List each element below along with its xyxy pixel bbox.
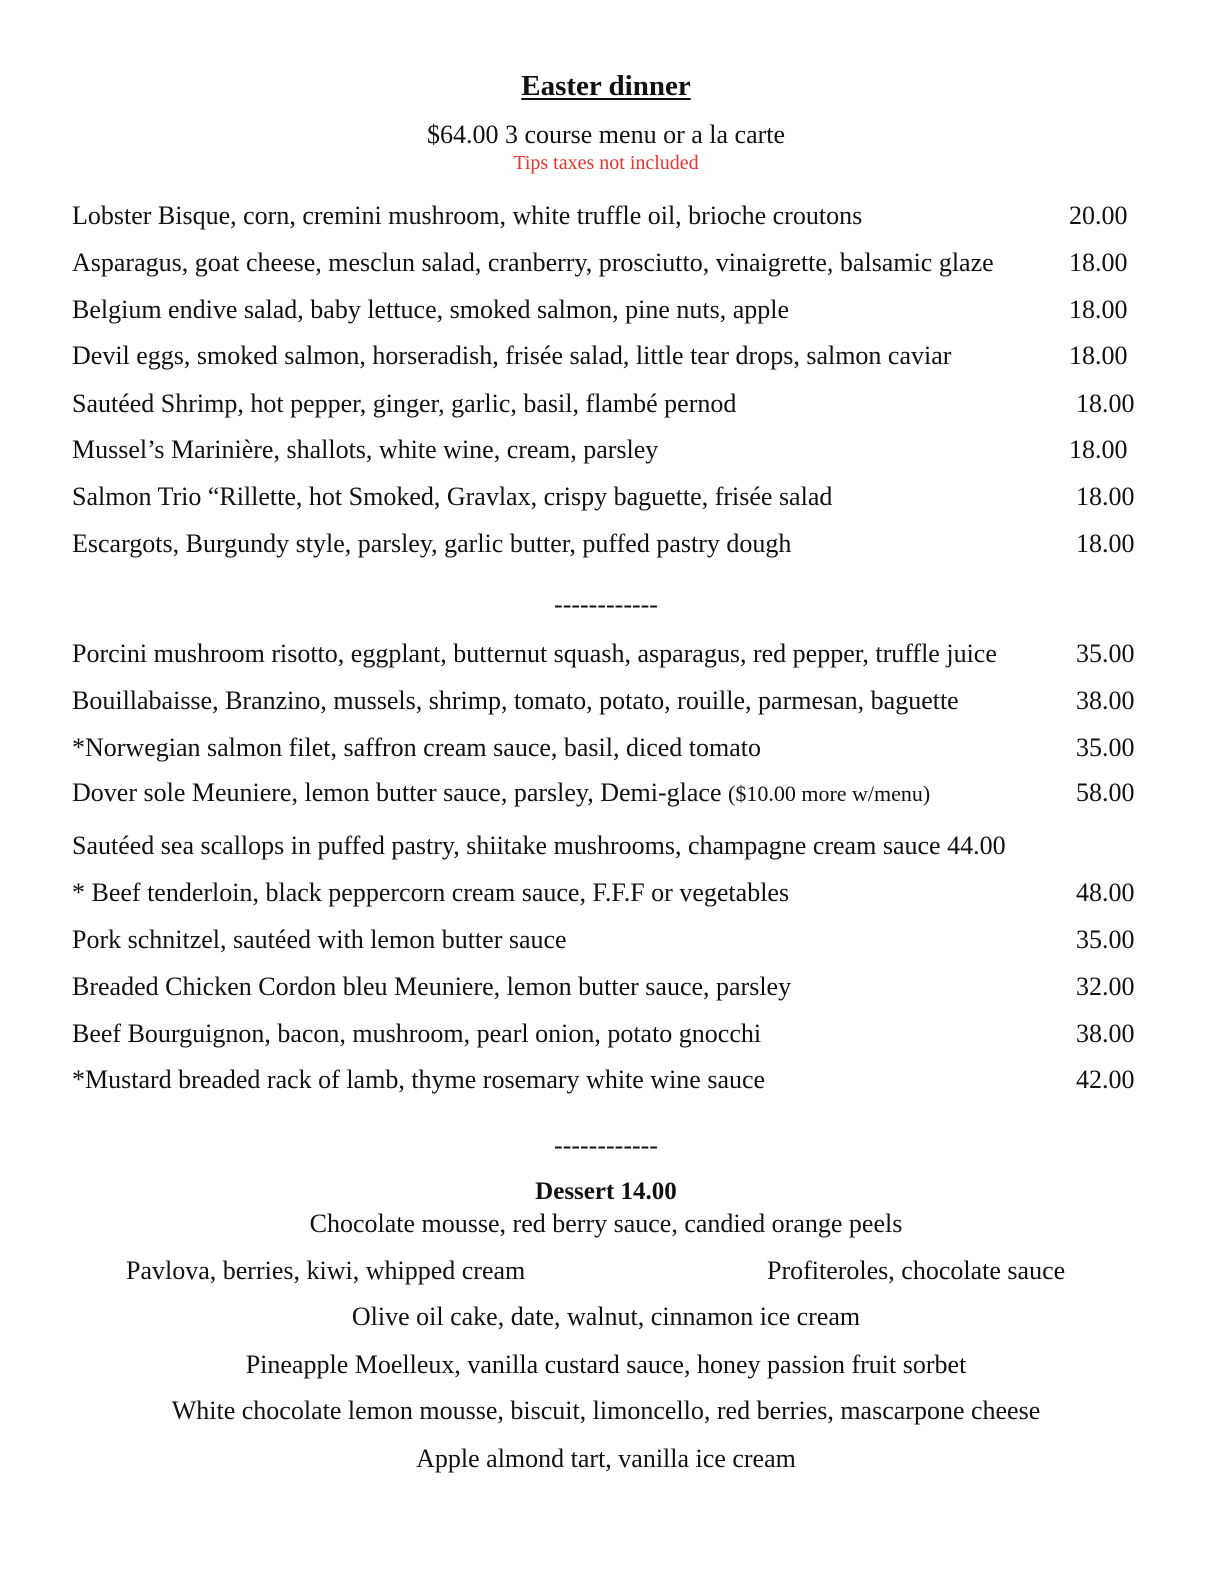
main-item: Porcini mushroom risotto, eggplant, butternut squash, asparagus, red pepper, truffle juice (72, 639, 997, 668)
main-price: 38.00 (1076, 686, 1135, 715)
main-item: Breaded Chicken Cordon bleu Meuniere, lemon butter sauce, parsley (72, 972, 792, 1001)
main-item-name: Dover sole Meuniere, lemon butter sauce, parsley, Demi-glace (72, 778, 722, 807)
main-price: 42.00 (1076, 1065, 1135, 1094)
starter-price: 18.00 (1076, 389, 1135, 418)
starter-item: Asparagus, goat cheese, mesclun salad, cranberry, prosciutto, vinaigrette, balsamic glaze (72, 248, 994, 277)
menu-title: Easter dinner (521, 70, 691, 102)
main-item: * Beef tenderloin, black peppercorn cream sauce, F.F.F or vegetables (72, 878, 790, 907)
dessert-title: Dessert 14.00 (535, 1178, 677, 1205)
starter-item: Belgium endive salad, baby lettuce, smoked salmon, pine nuts, apple (72, 295, 790, 324)
main-price: 35.00 (1076, 639, 1135, 668)
starter-price: 20.00 (1069, 201, 1128, 230)
dessert-item: Pineapple Moelleux, vanilla custard sauce, honey passion fruit sorbet (245, 1350, 967, 1379)
starter-price: 18.00 (1069, 248, 1128, 277)
main-price: 35.00 (1076, 925, 1135, 954)
main-item: *Mustard breaded rack of lamb, thyme rosemary white wine sauce (72, 1065, 766, 1094)
tips-note: Tips taxes not included (513, 152, 699, 174)
main-price: 35.00 (1076, 733, 1135, 762)
dessert-item: White chocolate lemon mousse, biscuit, limoncello, red berries, mascarpone cheese (171, 1396, 1041, 1425)
starter-price: 18.00 (1069, 295, 1128, 324)
main-price: 44.00 (947, 831, 1006, 860)
main-price: 38.00 (1076, 1019, 1135, 1048)
starter-item: Devil eggs, smoked salmon, horseradish, frisée salad, little tear drops, salmon caviar (72, 341, 952, 370)
starter-price: 18.00 (1069, 435, 1128, 464)
main-item: Pork schnitzel, sautéed with lemon butter sauce (72, 925, 567, 954)
starter-price: 18.00 (1069, 341, 1128, 370)
main-price: 48.00 (1076, 878, 1135, 907)
starter-item: Lobster Bisque, corn, cremini mushroom, white truffle oil, brioche croutons (72, 201, 863, 230)
main-item (72, 777, 930, 810)
main-item-name: Sautéed sea scallops in puffed pastry, shiitake mushrooms, champagne cream sauce (72, 831, 941, 860)
menu-subtitle: $64.00 3 course menu or a la carte (426, 120, 786, 149)
dessert-item: Pavlova, berries, kiwi, whipped cream (126, 1256, 526, 1285)
menu-surcharge-note: ($10.00 more w/menu) (728, 781, 931, 806)
main-item: *Norwegian salmon filet, saffron cream sauce, basil, diced tomato (72, 733, 762, 762)
dessert-item: Profiteroles, chocolate sauce (767, 1256, 1066, 1285)
main-item: Bouillabaisse, Branzino, mussels, shrimp, tomato, potato, rouille, parmesan, baguette (72, 686, 959, 715)
section-separator: ------------ (554, 590, 658, 619)
dessert-item: Chocolate mousse, red berry sauce, candied orange peels (309, 1209, 903, 1238)
section-separator: ------------ (554, 1131, 658, 1160)
starter-item: Salmon Trio “Rillette, hot Smoked, Gravlax, crispy baguette, frisée salad (72, 482, 833, 511)
starter-item: Escargots, Burgundy style, parsley, garlic butter, puffed pastry dough (72, 529, 792, 558)
dessert-item: Olive oil cake, date, walnut, cinnamon ice cream (351, 1302, 861, 1331)
main-price: 32.00 (1076, 972, 1135, 1001)
main-item: Beef Bourguignon, bacon, mushroom, pearl onion, potato gnocchi (72, 1019, 762, 1048)
main-price: 58.00 (1076, 778, 1135, 807)
starter-item: Mussel’s Marinière, shallots, white wine, cream, parsley (72, 435, 659, 464)
starter-price: 18.00 (1076, 529, 1135, 558)
main-item (72, 830, 1006, 862)
dessert-item: Apple almond tart, vanilla ice cream (416, 1444, 796, 1473)
starter-item: Sautéed Shrimp, hot pepper, ginger, garlic, basil, flambé pernod (72, 389, 737, 418)
starter-price: 18.00 (1076, 482, 1135, 511)
